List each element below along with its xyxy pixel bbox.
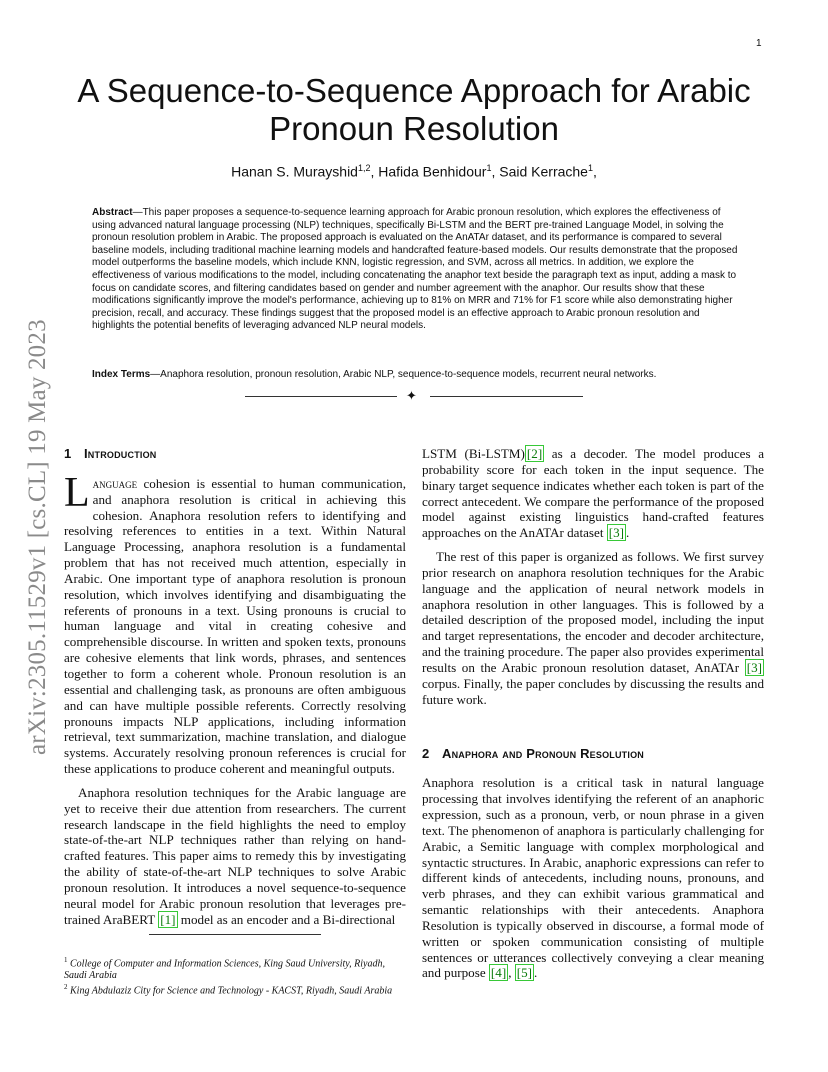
- footnote-rule: [149, 934, 321, 935]
- author-affiliation: 1: [486, 163, 492, 173]
- paragraph-text: corpus. Finally, the paper concludes by discussing the results and future work.: [422, 675, 764, 707]
- arxiv-identifier-stamp[interactable]: arXiv:2305.11529v1 [cs.CL] 19 May 2023: [24, 319, 51, 755]
- paper-title: A Sequence-to-Sequence Approach for Arabic Pronoun Resolution: [77, 72, 751, 147]
- citation-link[interactable]: [1]: [160, 911, 176, 927]
- citation-link[interactable]: [5]: [516, 965, 533, 981]
- paragraph-text: The rest of this paper is organized as follows. We first survey prior research on anaphora resolution techniques for the Arabic language and the application of neural network models in anaphora resolution in other languages. This is followed by a detailed description of the proposed model, including the input and target representations, the encoder and decoder architecture, and the training procedure. The paper also provides experimental results on the Arabic pronoun resolution dataset, AnATAr: [422, 549, 764, 675]
- author-separator: ,: [592, 163, 597, 180]
- index-terms: [92, 369, 740, 382]
- divider-ornament-icon: ✦: [406, 388, 417, 403]
- abstract-text: —This paper proposes a sequence-to-sequence learning approach for Arabic pronoun resolution, which explores the effectiveness of using advanced natural language processing (NLP) techniques, specifically Bi-LSTM and the BERT pre-trained Language Model, in solving the pronoun resolution problem in Arabic. The proposed approach is evaluated on the AnATAr dataset, and its performance is compared to several baseline models, including traditional machine learning models and handcrafted feature-based models. Our results demonstrate that the proposed model outperforms the baseline models, which include KNN, logistic regression, and SVM, across all metrics. In addition, we explore the effectiveness of various modifications to the model, including concatenating the anaphor text beside the paragraph text as input, adding a mask to focus on candidate scores, and filtering candidates based on gender and number agreement with the anaphor. Our results show that these modifications significantly improve the model's performance, achieving up to 81% on MRR and 71% for F1 score while also demonstrating higher precision, recall, and accuracy. These findings suggest that the proposed model is an effective approach to Arabic pronoun resolution and highlights the potential benefits of leveraging advanced NLP neural models.: [92, 207, 738, 332]
- citation-link[interactable]: [3]: [746, 659, 762, 675]
- index-terms-text: —Anaphora resolution, pronoun resolution, Arabic NLP, sequence-to-sequence models, recurrent neural networks.: [150, 369, 657, 380]
- citation-link[interactable]: [3]: [608, 525, 625, 541]
- citation-separator: ,: [508, 965, 515, 981]
- citation-link[interactable]: [4]: [490, 965, 507, 981]
- author-separator: ,: [370, 163, 379, 180]
- section-divider-line: [430, 396, 583, 397]
- section-number: 2: [422, 745, 430, 761]
- section-title: Introduction: [84, 446, 157, 461]
- section-heading-anaphora: [422, 746, 764, 762]
- author-separator: ,: [491, 163, 500, 180]
- right-column: [422, 446, 764, 981]
- section-title: Anaphora and Pronoun Resolution: [442, 745, 644, 761]
- page-number: 1: [756, 38, 762, 49]
- paragraph-text: Anaphora resolution is a critical task in natural language processing that involves identifying the referent of an anaphoric expression, such as a pronoun, verb, or noun phrase in a given text. The phenomenon of anaphora is particularly challenging for Arabic, a Semitic language with complex morphological and syntactic structures. In Arabic, anaphoric expressions can refer to different kinds of antecedents, including nouns, pronouns, and verb phrases, and they can exhibit various grammatical and semantic relationships with their antecedents. Anaphora Resolution is typically observed in discourse, a formal mode of written or spoken communication consisting of multiple sentences or utterances collectively conveying a clear meaning and purpose: [422, 775, 764, 981]
- author-name: Hanan S. Murayshid: [231, 163, 358, 180]
- paragraph-text: cohesion is essential to human communication, and anaphora resolution is critical in achieving this cohesion. Anaphora resolution refers to identifying and resolving references to entities in a text. Within Natural Language Processing, anaphora resolution is a fundamental problem that has not received much attention, especially in Arabic. One important type of anaphora resolution is pronoun resolution, which involves identifying and disambiguating the referents of pronouns in a text. Using pronouns is crucial to human language and vital in creating cohesive and comprehensible discourse. In written and spoken texts, pronouns are cohesive elements that link words, phrases, and sentences together to form a coherent whole. Pronoun resolution is an essential and challenging task, as pronouns are often ambiguous and can have multiple possible referents. Correctly resolving pronouns impacts NLP applications, including information retrieval, text summarization, machine translation, and dialogue systems. Accurately resolving pronoun references is crucial for these applications to produce coherent and meaningful outputs.: [64, 475, 406, 777]
- author-name: Said Kerrache: [499, 163, 588, 180]
- footnote-text: College of Computer and Information Sciences, King Saud University, Riyadh, Saudi Arabia: [64, 958, 385, 982]
- paragraph-text: .: [626, 525, 630, 541]
- paragraph-text-continued: LSTM (Bi-LSTM): [422, 446, 525, 461]
- section-divider-line: [245, 396, 397, 397]
- left-column: [64, 446, 406, 997]
- footnote-mark: 2: [64, 982, 68, 991]
- author-name: Hafida Benhidour: [378, 163, 487, 180]
- paragraph-text-continued: as a decoder. The model produces a probability score for each token in the input sequence. The binary target sequence indicates whether each token is part of the correct antecedent. We compare the performance of the proposed model against existing linguistics hand-crafted features approaches on the AnATAr dataset: [422, 446, 765, 541]
- drop-cap-letter: L: [64, 469, 90, 516]
- paragraph-text: Anaphora resolution techniques for the Arabic language are yet to receive their due attention from researchers. The current research landscape in the field highlights the need to employ state-of-the-art NLP techniques rather than relying on hand-crafted features. This paper aims to remedy this by investigating the ability of state-of-the-art NLP techniques to solve Arabic pronoun resolution. It introduces a novel sequence-to-sequence neural model for Arabic pronoun resolution that leverages pre-trained AraBERT: [64, 784, 406, 927]
- footnote: [64, 955, 406, 982]
- author-affiliation: 1,2: [357, 163, 371, 173]
- paragraph-text: model as an encoder and a Bi-directional: [177, 911, 396, 927]
- paragraph-text: .: [534, 965, 538, 981]
- body-paragraph-continued: [422, 446, 764, 541]
- small-caps-lead: anguage: [92, 475, 138, 491]
- body-paragraph: [422, 549, 764, 707]
- citation-link[interactable]: [2]: [526, 446, 543, 461]
- abstract: [92, 207, 740, 333]
- body-paragraph: [64, 785, 406, 928]
- index-terms-label: Index Terms: [92, 369, 151, 380]
- section-heading-introduction: [64, 446, 406, 462]
- body-paragraph: [64, 469, 406, 777]
- footnote: [64, 982, 406, 997]
- author-affiliation: 1: [587, 163, 593, 173]
- section-number: 1: [64, 446, 72, 461]
- footnotes: [64, 955, 406, 997]
- footnote-text: King Abdulaziz City for Science and Technology - KACST, Riyadh, Saudi Arabia: [67, 985, 393, 997]
- abstract-label: Abstract: [92, 207, 133, 218]
- body-paragraph: [422, 775, 764, 981]
- author-list: [60, 163, 768, 180]
- footnote-mark: 1: [64, 956, 68, 964]
